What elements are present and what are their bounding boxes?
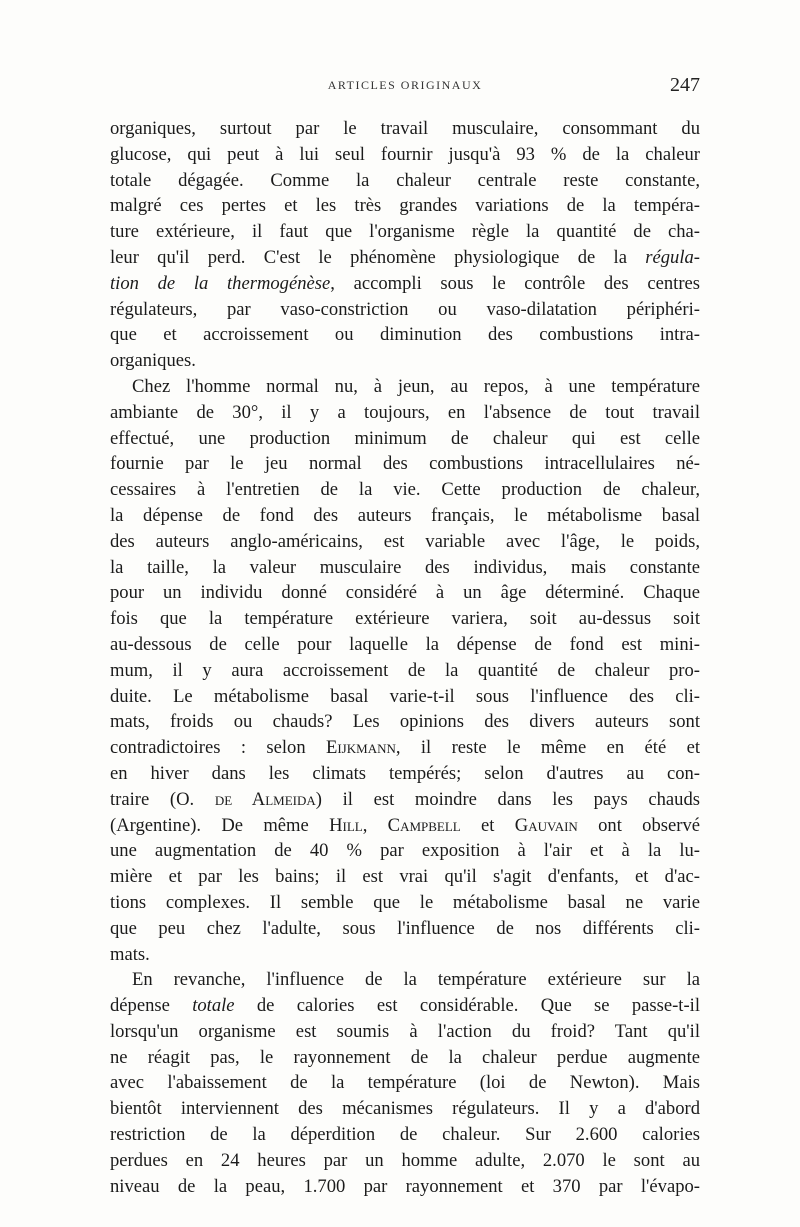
text-line: ambiante de 30°, il y a toujours, en l'absence de tout travail xyxy=(110,401,700,423)
text-line xyxy=(110,271,700,297)
text-line: fournie par le jeu normal des combustions intracellulaires né- xyxy=(110,453,700,475)
text-line: ture extérieure, il faut que l'organisme règle la quantité de cha- xyxy=(110,221,700,243)
text-line xyxy=(110,787,700,813)
text-line xyxy=(110,993,700,1019)
text-line: bientôt interviennent des mécanismes régulateurs. Il y a d'abord xyxy=(110,1098,700,1120)
text-line: en hiver dans les climats tempérés; selon d'autres au con- xyxy=(110,762,700,784)
text-line: pour un individu donné considéré à un âge déterminé. Chaque xyxy=(110,582,700,604)
text-run: contradictoires : selon xyxy=(110,737,326,759)
text-line: que peu chez l'adulte, sous l'influence de nos différents cli- xyxy=(110,917,700,939)
text-run: ont observé xyxy=(577,814,700,836)
text-run: ) il est moindre dans les pays chauds xyxy=(315,788,700,810)
italic-term: tion de la thermogénèse xyxy=(110,272,331,294)
text-line xyxy=(110,813,700,839)
text-run: , accompli sous le contrôle des centres xyxy=(330,272,700,294)
text-run: traire (O. xyxy=(110,788,215,810)
italic-term: régula- xyxy=(645,246,700,268)
author-name: de Almeida xyxy=(214,788,316,810)
text-line: glucose, qui peut à lui seul fournir jusqu'à 93 % de la chaleur xyxy=(110,143,700,165)
text-line: niveau de la peau, 1.700 par rayonnement et 370 par l'évapo- xyxy=(110,1175,700,1197)
author-name: Gauvain xyxy=(514,814,578,836)
text-run: , il reste le même en été et xyxy=(395,737,700,759)
text-line: effectué, une production minimum de chaleur qui est celle xyxy=(110,427,700,449)
text-line: lorsqu'un organisme est soumis à l'action du froid? Tant qu'il xyxy=(110,1020,700,1042)
text-line: fois que la température extérieure variera, soit au-dessus soit xyxy=(110,608,700,630)
text-run: , xyxy=(362,814,388,836)
text-line: malgré ces pertes et les très grandes variations de la tempéra- xyxy=(110,195,700,217)
text-line: une augmentation de 40 % par exposition à l'air et à la lu- xyxy=(110,840,700,862)
text-line xyxy=(110,735,700,761)
text-line: totale dégagée. Comme la chaleur centrale reste constante, xyxy=(110,169,700,191)
text-line: mum, il y aura accroissement de la quantité de chaleur pro- xyxy=(110,659,700,681)
text-line: ne réagit pas, le rayonnement de la chaleur perdue augmente xyxy=(110,1046,700,1068)
text-run: dépense xyxy=(110,995,193,1017)
text-line: tions complexes. Il semble que le métabolisme basal ne varie xyxy=(110,891,700,913)
text-line: des auteurs anglo-américains, est variable avec l'âge, le poids, xyxy=(110,530,700,552)
text-line: mats, froids ou chauds? Les opinions des divers auteurs sont xyxy=(110,711,700,733)
text-run: et xyxy=(460,814,515,836)
text-line: En revanche, l'influence de la température extérieure sur la xyxy=(132,969,700,991)
text-run: de calories est considérable. Que se passe-t-il xyxy=(234,995,700,1017)
body-text xyxy=(110,116,700,1199)
text-line: duite. Le métabolisme basal varie-t-il sous l'influence des cli- xyxy=(110,685,700,707)
running-header xyxy=(110,74,700,100)
text-line: cessaires à l'entretien de la vie. Cette production de chaleur, xyxy=(110,479,700,501)
text-line: mats. xyxy=(110,943,150,965)
text-line: avec l'abaissement de la température (loi de Newton). Mais xyxy=(110,1072,700,1094)
text-line: la dépense de fond des auteurs français, le métabolisme basal xyxy=(110,504,700,526)
text-line: perdues en 24 heures par un homme adulte, 2.070 le sont au xyxy=(110,1149,700,1171)
text-run: (Argentine). De même xyxy=(110,814,330,836)
author-name: Campbell xyxy=(387,814,461,836)
text-line: mière et par les bains; il est vrai qu'il s'agit d'enfants, et d'ac- xyxy=(110,866,700,888)
italic-term: totale xyxy=(192,995,235,1017)
page-number: 247 xyxy=(670,74,700,96)
text-line: régulateurs, par vaso-constriction ou vaso-dilatation périphéri- xyxy=(110,298,700,320)
text-line: au-dessous de celle pour laquelle la dépense de fond est mini- xyxy=(110,633,700,655)
text-line: la taille, la valeur musculaire des individus, mais constante xyxy=(110,556,700,578)
running-title: ARTICLES ORIGINAUX xyxy=(327,78,483,92)
text-run: leur qu'il perd. C'est le phénomène physiologique de la xyxy=(110,246,646,268)
text-line xyxy=(110,245,700,271)
author-name: Eijkmann xyxy=(326,737,396,759)
text-line: restriction de la déperdition de chaleur. Sur 2.600 calories xyxy=(110,1124,700,1146)
author-name: Hill xyxy=(329,814,363,836)
text-line: Chez l'homme normal nu, à jeun, au repos, à une température xyxy=(132,375,700,397)
text-line: organiques. xyxy=(110,350,196,372)
text-line: que et accroissement ou diminution des combustions intra- xyxy=(110,324,700,346)
text-line: organiques, surtout par le travail musculaire, consommant du xyxy=(110,118,700,139)
